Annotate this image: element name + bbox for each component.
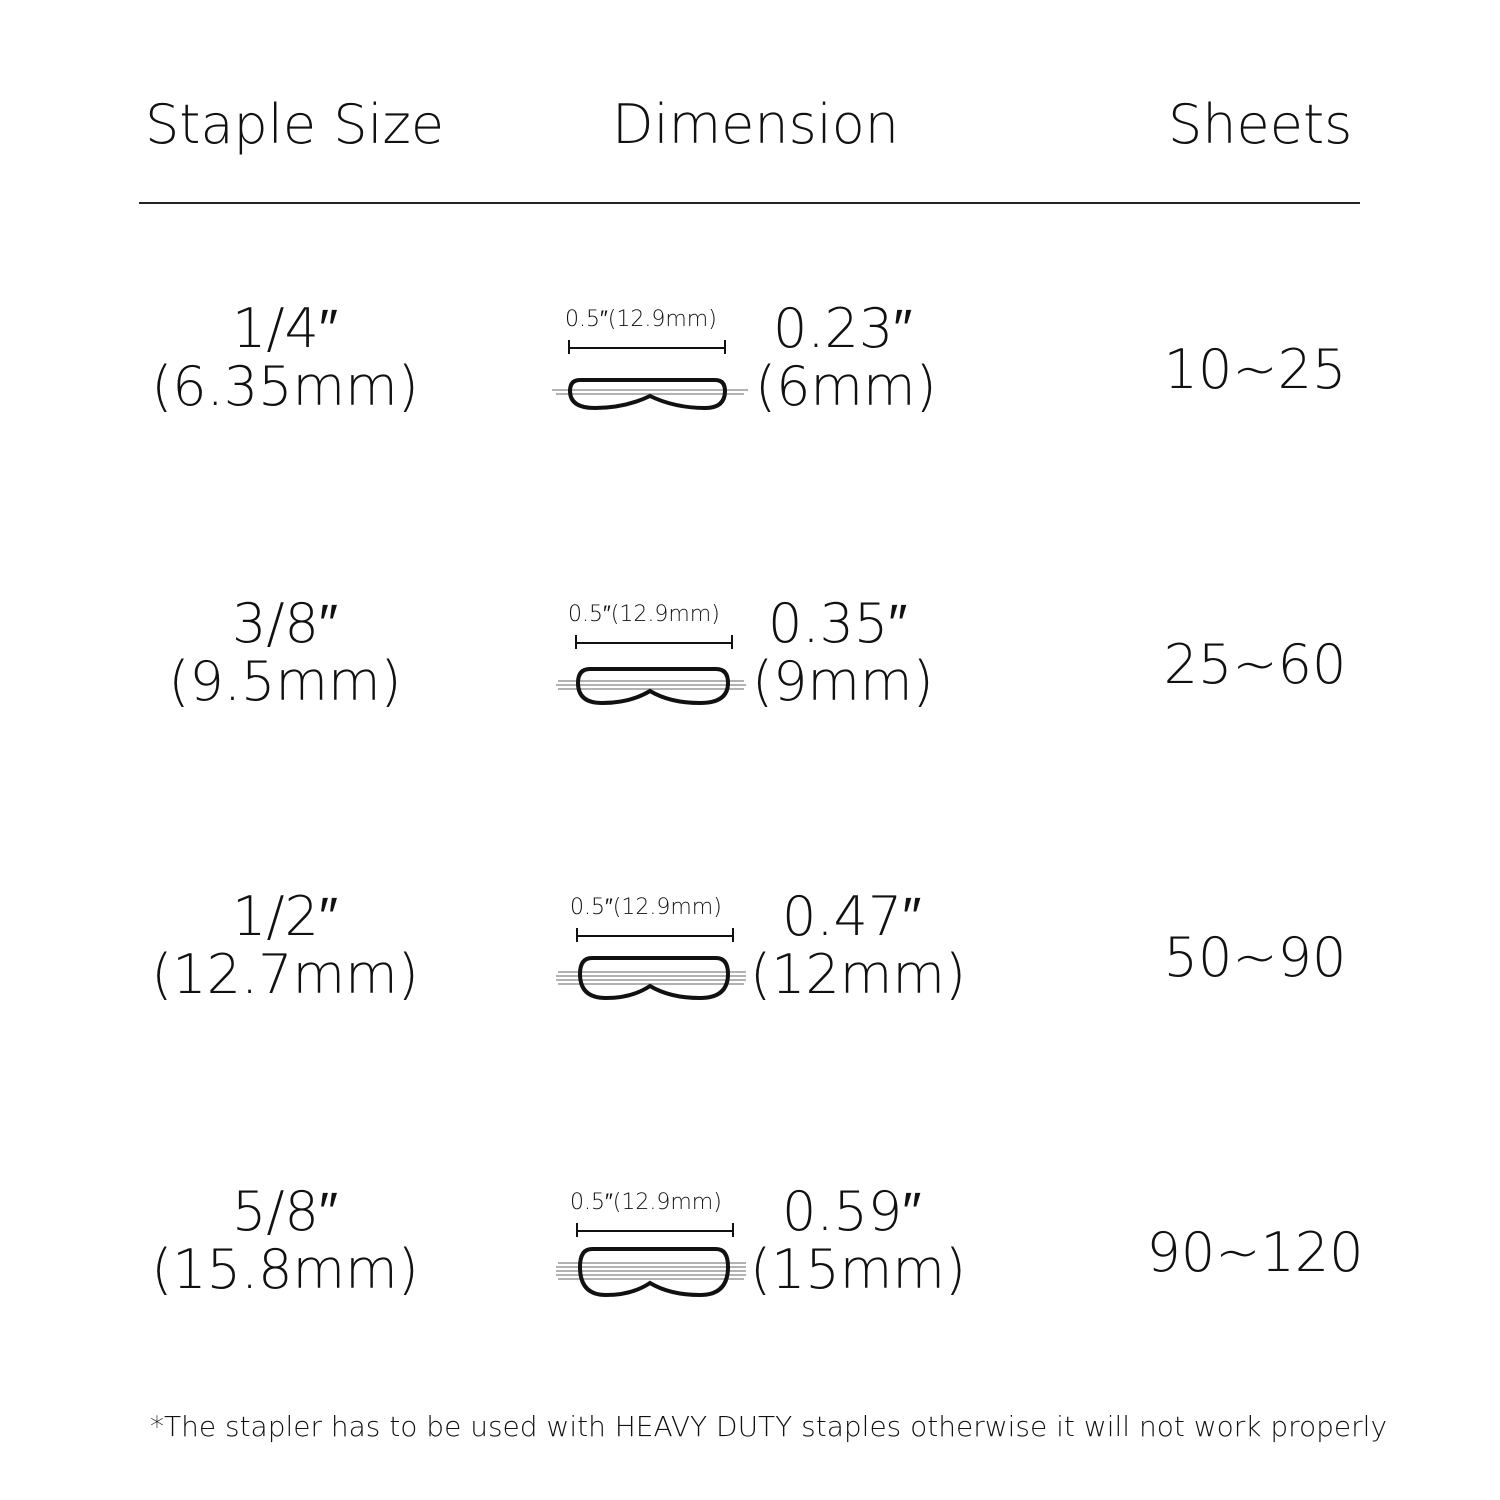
leg-length: [755, 297, 937, 418]
sheets-capacity: 50~90: [1163, 926, 1347, 989]
staple-size-mm: (15.8mm): [151, 1238, 419, 1301]
crown-width-label: 0.5″(12.9mm): [570, 1190, 722, 1215]
staple-size-cell: [140, 592, 430, 713]
leg-length: [750, 1180, 967, 1301]
leg-length-inches: 0.35″: [768, 592, 908, 655]
staple-size-inches: 1/4″: [231, 297, 339, 360]
staple-size-mm: (9.5mm): [168, 650, 402, 713]
dimension-cell: [550, 1180, 970, 1323]
leg-length-mm: (6mm): [755, 355, 937, 418]
staple-size-cell: [140, 885, 430, 1006]
staple-size-mm: (6.35mm): [151, 355, 419, 418]
table-row: [0, 592, 1500, 735]
header-staple-size: Staple Size: [145, 93, 445, 156]
dimension-cell: [550, 592, 970, 735]
dimension-cell: [550, 297, 970, 440]
staple-size-mm: (12.7mm): [151, 943, 419, 1006]
staple-icon: [550, 653, 750, 709]
leg-length-inches: 0.59″: [782, 1180, 922, 1243]
header-divider: [139, 202, 1360, 204]
staple-size-inches: 3/8″: [231, 592, 339, 655]
sheets-capacity: 90~120: [1146, 1221, 1364, 1284]
leg-length: [750, 885, 967, 1006]
sheets-capacity: 10~25: [1163, 338, 1347, 401]
table-row: [0, 885, 1500, 1028]
staple-size-cell: [140, 297, 430, 418]
staple-icon: [550, 358, 750, 414]
width-bracket-icon: [568, 338, 726, 356]
width-bracket-icon: [576, 926, 734, 944]
crown-width-label: 0.5″(12.9mm): [568, 602, 720, 627]
width-bracket-icon: [575, 633, 733, 651]
staple-icon: [550, 946, 750, 1002]
leg-length: [752, 592, 934, 713]
dimension-cell: [550, 885, 970, 1028]
crown-width-label: 0.5″(12.9mm): [570, 895, 722, 920]
staple-size-cell: [140, 1180, 430, 1301]
width-bracket-icon: [576, 1221, 734, 1239]
staple-size-inches: 1/2″: [231, 885, 339, 948]
leg-length-inches: 0.23″: [773, 297, 913, 360]
staple-icon: [550, 1241, 750, 1297]
leg-length-mm: (9mm): [752, 650, 934, 713]
table-row: [0, 1180, 1500, 1323]
staple-size-inches: 5/8″: [231, 1180, 339, 1243]
leg-length-mm: (15mm): [750, 1238, 967, 1301]
crown-width-label: 0.5″(12.9mm): [565, 307, 717, 332]
table-row: [0, 297, 1500, 440]
header-dimension: Dimension: [612, 93, 900, 156]
leg-length-mm: (12mm): [750, 943, 967, 1006]
header-sheets: Sheets: [1168, 93, 1353, 156]
leg-length-inches: 0.47″: [782, 885, 922, 948]
sheets-capacity: 25~60: [1163, 633, 1347, 696]
footnote: *The stapler has to be used with HEAVY DUTY staples otherwise it will not work properly: [150, 1410, 1388, 1443]
